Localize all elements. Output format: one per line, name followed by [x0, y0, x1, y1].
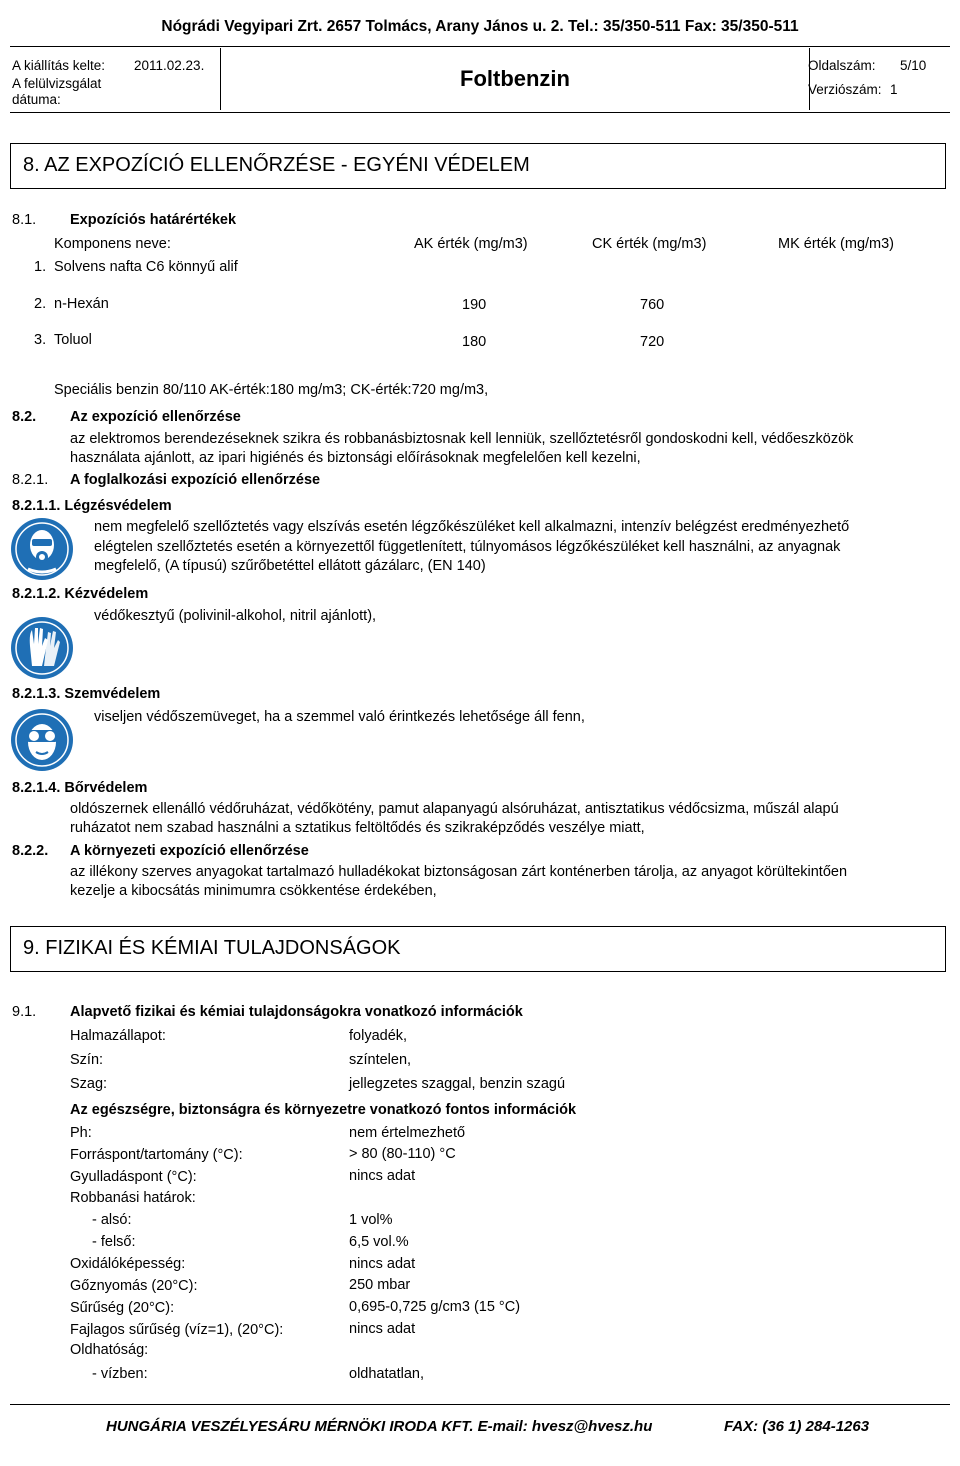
footer-rule — [10, 1404, 950, 1405]
header-title-cell — [220, 48, 810, 110]
s81-title: Expozíciós határértékek — [70, 212, 237, 228]
special-benzin-note: Speciális benzin 80/110 AK-érték:180 mg/m3; CK-érték:720 mg/m3, — [54, 382, 489, 398]
col-mk: MK érték (mg/m3) — [778, 236, 895, 252]
review-date-label: A felülvizsgálat — [12, 76, 102, 91]
s82-number: 8.2. — [12, 409, 37, 425]
s822-text-2: kezelje a kibocsátás minimumra csökkentése érdekében, — [70, 883, 437, 899]
s8211-text-1: nem megfelelő szellőztetés vagy elszívás esetén légzőkészüléket kell alkalmazni, intenzív belégzést eredményezhető — [94, 519, 850, 535]
s8213-label: 8.2.1.3. Szemvédelem — [12, 686, 161, 702]
row-3-ak: 180 — [462, 334, 487, 350]
row-3-name: Toluol — [54, 332, 92, 348]
s81-number: 8.1. — [12, 212, 37, 228]
s8212-text: védőkesztyű (polivinil-alkohol, nitril ajánlott), — [94, 608, 377, 624]
s91-number: 9.1. — [12, 1004, 37, 1020]
s8211-text-3: megfelelő, (A típusú) szűrőbetéttel ellátott gázálarc, (EN 140) — [94, 558, 486, 574]
s8211-label: 8.2.1.1. Légzésvédelem — [12, 498, 172, 514]
prop-label: Sűrűség (20°C): — [70, 1300, 175, 1316]
prop-label: Forráspont/tartomány (°C): — [70, 1147, 243, 1163]
s8213-text: viseljen védőszemüveget, ha a szemmel való érintkezés lehetősége áll fenn, — [94, 709, 585, 725]
s822-title: A környezeti expozíció ellenőrzése — [70, 843, 309, 859]
row-2-ck: 760 — [640, 297, 665, 313]
s8211-text-2: elégtelen szellőztetés esetén a környezettől függetlenített, túlnyomásos légzőkészüléket kell használni, az anyagnak — [94, 539, 841, 555]
row-1-name: Solvens nafta C6 könnyű alif — [54, 259, 238, 275]
s822-number: 8.2.2. — [12, 843, 49, 859]
prop-label: - vízben: — [92, 1366, 148, 1382]
s822-text-1: az illékony szerves anyagokat tartalmazó hulladékokat biztonságosan zárt konténerben tárolja, az anyagot körültekintően — [70, 864, 848, 880]
prop-label: - alsó: — [92, 1212, 132, 1228]
document-title: Foltbenzin — [460, 66, 570, 91]
row-2-name: n-Hexán — [54, 296, 109, 312]
footer-fax: FAX: (36 1) 284-1263 — [724, 1418, 870, 1435]
s8214-label: 8.2.1.4. Bőrvédelem — [12, 780, 148, 796]
prop-label: Szag: — [70, 1076, 108, 1092]
prop-label: Szín: — [70, 1052, 104, 1068]
review-date-label-2: dátuma: — [12, 92, 61, 107]
row-3-ck: 720 — [640, 334, 665, 350]
footer-company: HUNGÁRIA VESZÉLYESÁRU MÉRNÖKI IRODA KFT. E-mail: hvesz@hvesz.hu — [106, 1418, 653, 1435]
section-9-title: 9. FIZIKAI ÉS KÉMIAI TULAJDONSÁGOK — [23, 937, 401, 959]
s8212-label: 8.2.1.2. Kézvédelem — [12, 586, 149, 602]
prop-label: - felső: — [92, 1234, 136, 1250]
prop-label: Oldhatóság: — [70, 1342, 149, 1358]
row-2-ak: 190 — [462, 297, 487, 313]
s8214-text-2: ruházatot nem szabad használni a sztatikus feltöltődés és szikraképződés veszélye miatt, — [70, 820, 645, 836]
prop-value: színtelen, — [349, 1052, 412, 1068]
section-8-title: 8. AZ EXPOZÍCIÓ ELLENŐRZÉSE - EGYÉNI VÉDELEM — [23, 154, 530, 176]
prop-label: Gőznyomás (20°C): — [70, 1278, 198, 1294]
page-number: 5/10 — [900, 58, 927, 73]
prop-label: Halmazállapot: — [70, 1028, 166, 1044]
prop-value: oldhatatlan, — [349, 1366, 424, 1382]
prop-value: nincs adat — [349, 1256, 416, 1272]
s821-number: 8.2.1. — [12, 472, 49, 488]
s91-title: Alapvető fizikai és kémiai tulajdonságokra vonatkozó információk — [70, 1004, 523, 1020]
s91-subheading: Az egészségre, biztonságra és környezetre vonatkozó fontos információk — [70, 1102, 577, 1118]
s82-text-2: használata ajánlott, az ipari higiénés és biztonsági előírásoknak megfelelően kell kezelni, — [70, 450, 641, 466]
section-9-box — [10, 926, 946, 972]
prop-label: Ph: — [70, 1125, 92, 1141]
row-3-num: 3. — [34, 332, 47, 348]
header-rule — [10, 46, 950, 47]
prop-label: Robbanási határok: — [70, 1190, 196, 1206]
s82-text-1: az elektromos berendezéseknek szikra és robbanásbiztosnak kell lenniük, szellőztetésről gondoskodni kell, védőeszközök — [70, 431, 854, 447]
version-label: Verziószám: — [808, 82, 882, 97]
prop-label: Oxidálóképesség: — [70, 1256, 186, 1272]
prop-value: 1 vol% — [349, 1212, 393, 1228]
prop-value: folyadék, — [349, 1028, 408, 1044]
gloves-icon — [10, 616, 74, 680]
s821-title: A foglalkozási expozíció ellenőrzése — [70, 472, 321, 488]
prop-value: nem értelmezhető — [349, 1125, 466, 1141]
prop-value: nincs adat — [349, 1168, 416, 1184]
company-header: Nógrádi Vegyipari Zrt. 2657 Tolmács, Arany János u. 2. Tel.: 35/350-511 Fax: 35/350-511 — [161, 18, 799, 35]
prop-value: 6,5 vol.% — [349, 1234, 409, 1250]
prop-value: > 80 (80-110) °C — [349, 1146, 456, 1162]
col-ck: CK érték (mg/m3) — [592, 236, 707, 252]
col-component: Komponens neve: — [54, 236, 171, 252]
s8214-text-1: oldószernek ellenálló védőruházat, védőkötény, pamut alapanyagú alsóruházat, antisztatikus védőcsizma, műszál alapú — [70, 801, 839, 817]
issue-date: 2011.02.23. — [134, 58, 205, 73]
prop-value: 0,695-0,725 g/cm3 (15 °C) — [349, 1299, 521, 1315]
section-8-box — [10, 143, 946, 189]
prop-value: 250 mbar — [349, 1277, 411, 1293]
row-2-num: 2. — [34, 296, 47, 312]
header-row — [10, 48, 950, 113]
col-ak: AK érték (mg/m3) — [414, 236, 528, 252]
prop-label: Gyulladáspont (°C): — [70, 1169, 197, 1185]
prop-label: Fajlagos sűrűség (víz=1), (20°C): — [70, 1322, 284, 1338]
s82-title: Az expozíció ellenőrzése — [70, 409, 241, 425]
row-1-num: 1. — [34, 259, 47, 275]
version-number: 1 — [890, 82, 898, 97]
page-label: Oldalszám: — [808, 58, 876, 73]
prop-value: nincs adat — [349, 1321, 416, 1337]
issue-date-label: A kiállítás kelte: — [12, 58, 106, 73]
respirator-icon — [10, 517, 74, 581]
prop-value: jellegzetes szaggal, benzin szagú — [349, 1076, 566, 1092]
goggles-icon — [10, 708, 74, 772]
